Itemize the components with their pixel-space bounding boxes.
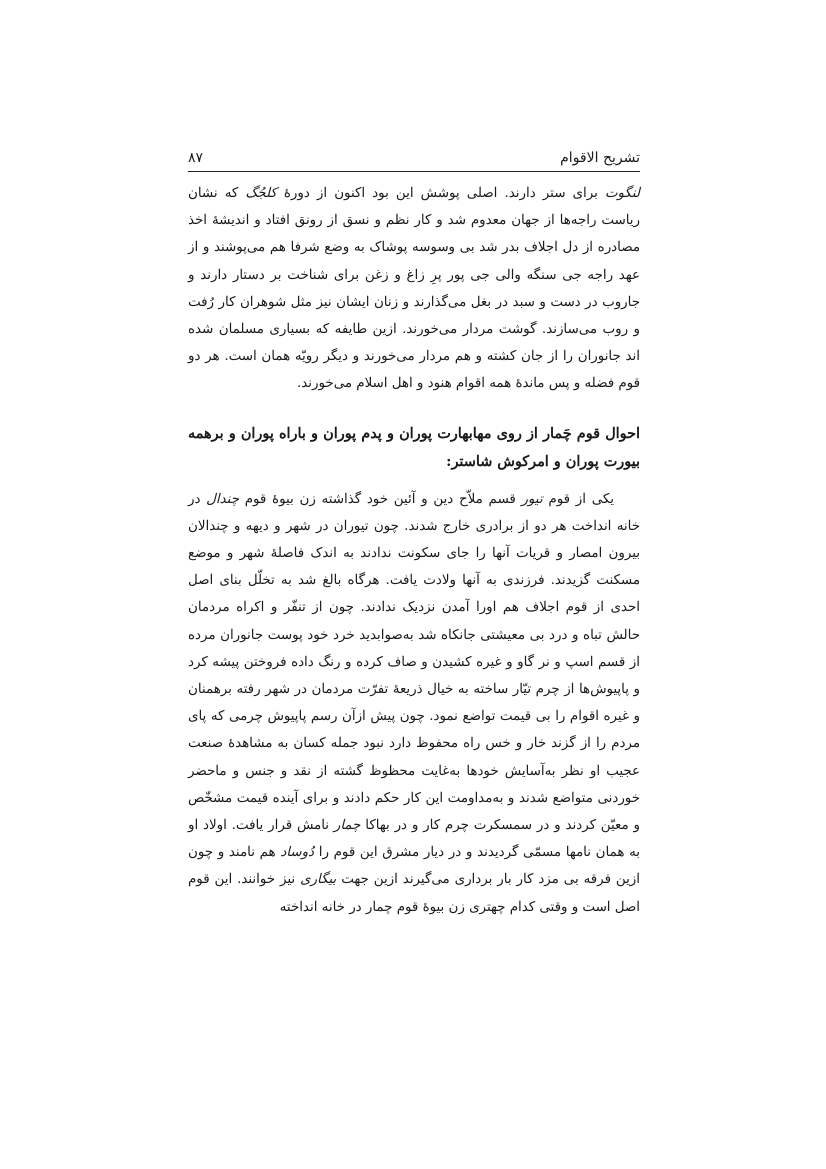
- paragraph-text: هم نامند و چون ازین فرقه بی مزد کار بار برداری می‌گیرند ازین جهت: [188, 845, 640, 888]
- term-kaljug: کلجُگ: [245, 186, 277, 201]
- paragraph-chamar: [188, 486, 640, 921]
- page: [188, 150, 640, 921]
- paragraph-text: در خانه انداخت هر دو از برادری خارج شدند. چون تیوران در شهر و دیهه و چندالان بیرون امصار و قریات آنها را جای سکونت ندادند به اندک فاصلهٔ شهر و موضع مسکنت گزیدند. فرزندی به آنها ولادت یافت. هرگاه بالغ شد به تخلّل بنای اصل احدی از قوم اجلاف هم اورا آمدن نزدیک ندادند. چون از تنفّر و اکراه مردمان حالش تباه و درد بی معیشتی جانکاه شد به‌صوابدید خرد خود پوست جانوران مرده از قسم اسپ و نر گاو و غیره کشیدن و صاف کرده و رنگ داده فروختن پیشه کرد و پاپیوش‌ها از چرم تیّار ساخته به خیال ذریعهٔ تفرّت مردمان در شهر رفته برهمنان و غیره اقوام را بی قیمت تواضع نمود. چون پیش ازآن رسم پاپیوش چرمی که پای مردم را از گزند خار و خس راه محفوظ دارد نبود جمله کسان به مشاهدهٔ صنعت عجیب او نظر به‌آسایش خودها به‌غایت محظوظ گشته از نقد و جنس و ماحضر خوردنی متواضع شدند و به‌مداومت این کار حکم دادند و برای آینده قیمت مشخّص و معیّن کردند و در سمسکرت چرم کار و در بهاکا: [188, 491, 640, 834]
- paragraph-text: که نشان ریاست راجه‌ها از جهان معدوم شد و کار نظم و نسق از رونق افتاد و اندیشهٔ اخذ مصادره از دل اجلاف بدر شد بی وسوسه پوشاک به وضع شرفا هم می‌پوشند و از عهد راجه جی سنگه والی جی پور پرِ زاغ و زغن برای شناخت بر دستار دارند و جاروب در دست و سبد در بغل می‌گذارند و زنان ایشان نیز مثل شوهران کار رُفت و روب می‌سازند. گوشت مردار می‌خورند. ازین طایفه که بسیاری مسلمان شده اند جانوران را از جان کشته و هم مردار می‌خورند و دیگر رویّه همان است. هر دو قوم فضله و پس ماندهٔ همه اقوام هنود و اهل اسلام می‌خورند.: [188, 186, 640, 392]
- term-langot: لنگوت: [604, 186, 640, 201]
- paragraph-intro: [188, 180, 640, 398]
- running-head: [188, 150, 640, 172]
- term-begari: بیگاری: [300, 872, 337, 888]
- term-dusad: دُوساد: [280, 845, 315, 861]
- paragraph-text: نیز خوانند. این قوم اصل است و وقتی کدام چهتری زن بیوهٔ قوم چمار در خانه انداخته: [188, 872, 640, 915]
- term-chamar: چمار: [333, 818, 361, 834]
- section-heading: احوال قوم چَمار از روی مهابهارت پوران و پدم پوران و باراه پوران و برهمه بیورت پوران و امرکوش شاستر:: [188, 424, 640, 470]
- running-title: تشریح الاقوام: [560, 150, 640, 166]
- paragraph-text: قسم ملاّح دین و آئین خود گذاشته زن بیوهٔ قوم: [238, 491, 522, 507]
- paragraph-text: برای ستر دارند. اصلی پوشش این بود اکنون از دورهٔ: [276, 186, 605, 201]
- page-number: ۸۷: [188, 150, 204, 166]
- term-tiyur: تیور: [521, 491, 543, 507]
- term-chandal: چندال: [206, 491, 239, 507]
- paragraph-text: یکی از قوم: [542, 491, 614, 507]
- paragraph-text: نامش قرار یافت. اولاد او به همان نامها مسمّی گردیدند و در دیار مشرق این قوم را: [188, 818, 641, 861]
